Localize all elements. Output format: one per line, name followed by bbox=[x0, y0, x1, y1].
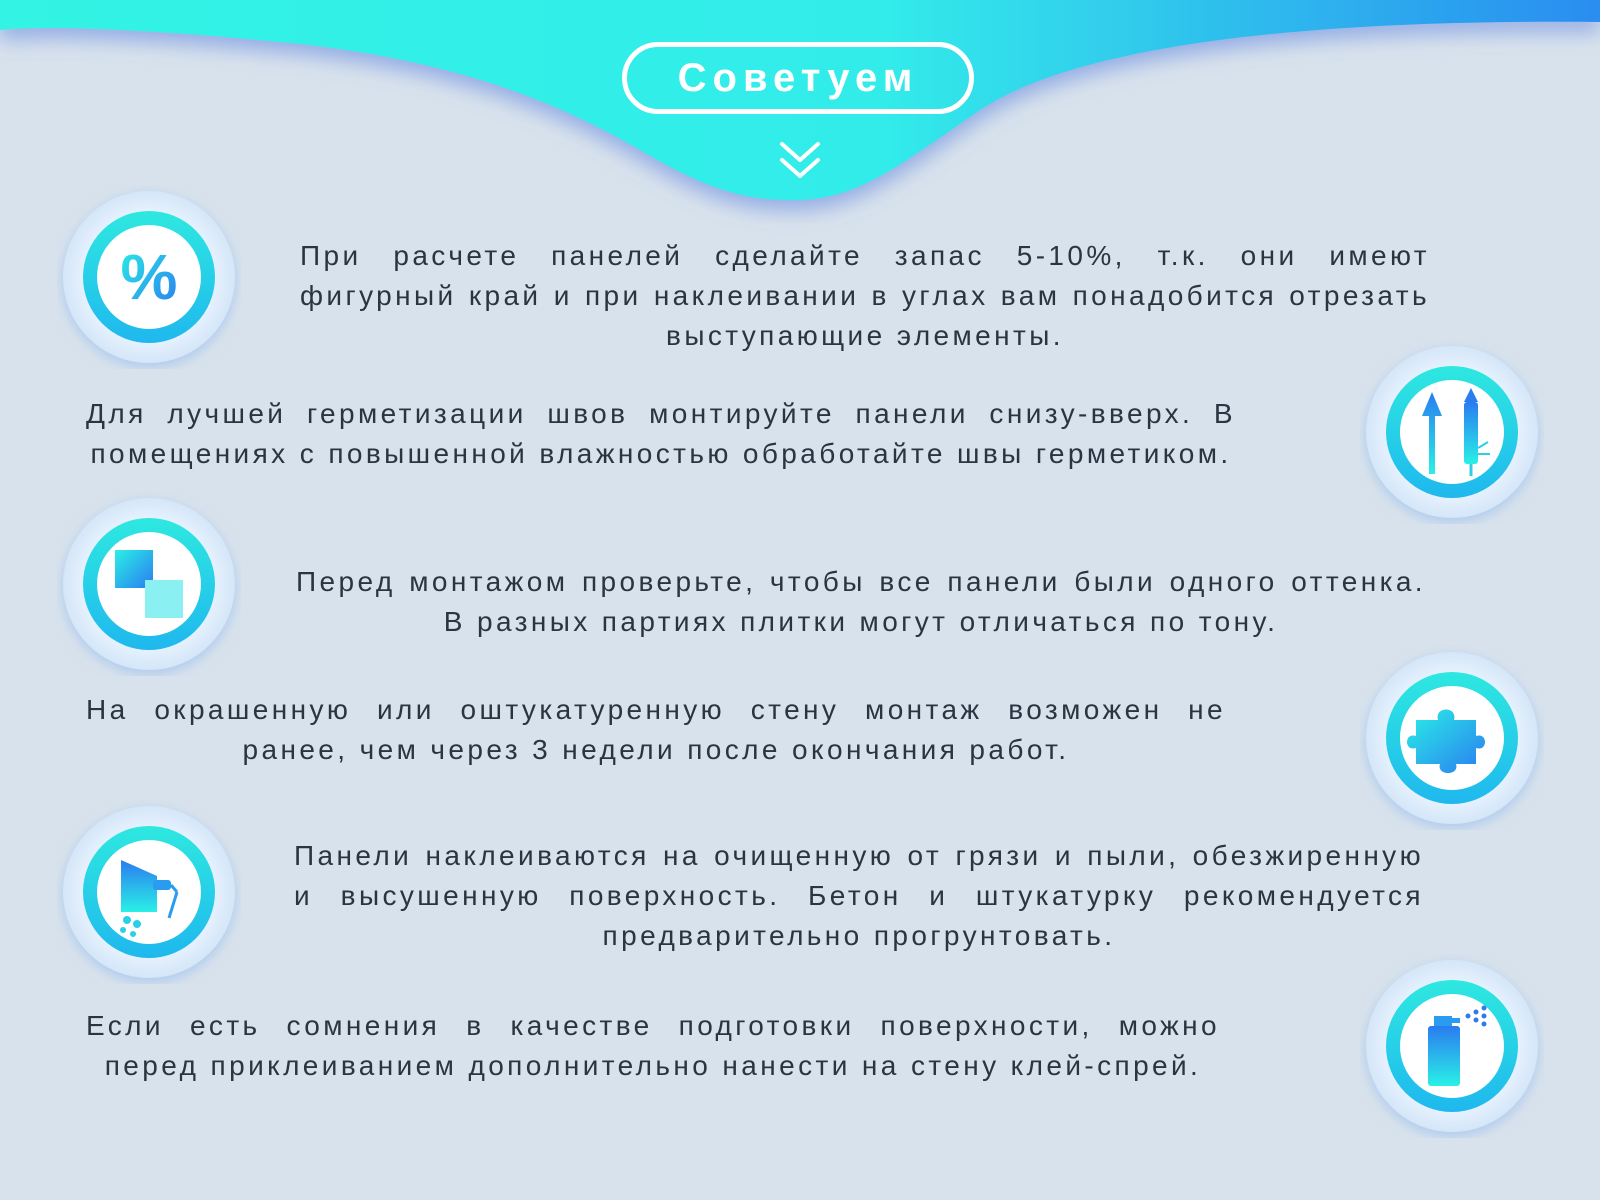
tip-icon-5 bbox=[57, 800, 241, 984]
spray-can-icon bbox=[1360, 954, 1544, 1138]
tip-text-6: Если есть сомнения в качестве подготовки поверхности, можно перед приклеиванием дополнительно нанести на стену клей-спрей. bbox=[86, 1010, 1220, 1081]
color-shade-squares-icon bbox=[57, 492, 241, 676]
svg-text:%: % bbox=[120, 241, 178, 313]
page-title: Советуем bbox=[622, 42, 974, 114]
percent-icon bbox=[57, 185, 241, 369]
tip-icon-2 bbox=[1360, 340, 1544, 524]
double-chevron-down-icon bbox=[776, 138, 824, 186]
puzzle-piece-icon bbox=[1360, 646, 1544, 830]
paint-roller-icon bbox=[57, 800, 241, 984]
tip-text-3: Перед монтажом проверьте, чтобы все панели были одного оттенка. В разных партиях плитки могут отличаться по тону. bbox=[296, 566, 1426, 637]
tip-icon-1 bbox=[57, 185, 241, 369]
tip-text-2: Для лучшей герметизации швов монтируйте панели снизу-вверх. В помещениях с повышенной влажностью обработайте швы герметиком. bbox=[86, 398, 1236, 469]
tip-icon-4 bbox=[1360, 646, 1544, 830]
tip-text-4: На окрашенную или оштукатуренную стену монтаж возможен не ранее, чем через 3 недели после окончания работ. bbox=[86, 694, 1226, 765]
tip-icon-3 bbox=[57, 492, 241, 676]
tip-icon-6 bbox=[1360, 954, 1544, 1138]
tip-text-1: При расчете панелей сделайте запас 5-10%, т.к. они имеют фигурный край и при наклеивании в углах вам понадобится отрезать выступающие элементы. bbox=[300, 240, 1430, 351]
tip-text-5: Панели наклеиваются на очищенную от грязи и пыли, обезжиренную и высушенную поверхность. Бетон и штукатурку рекомендуется предварительно прогрунтовать. bbox=[294, 840, 1424, 951]
arrow-up-and-sealant-gun-icon bbox=[1360, 340, 1544, 524]
